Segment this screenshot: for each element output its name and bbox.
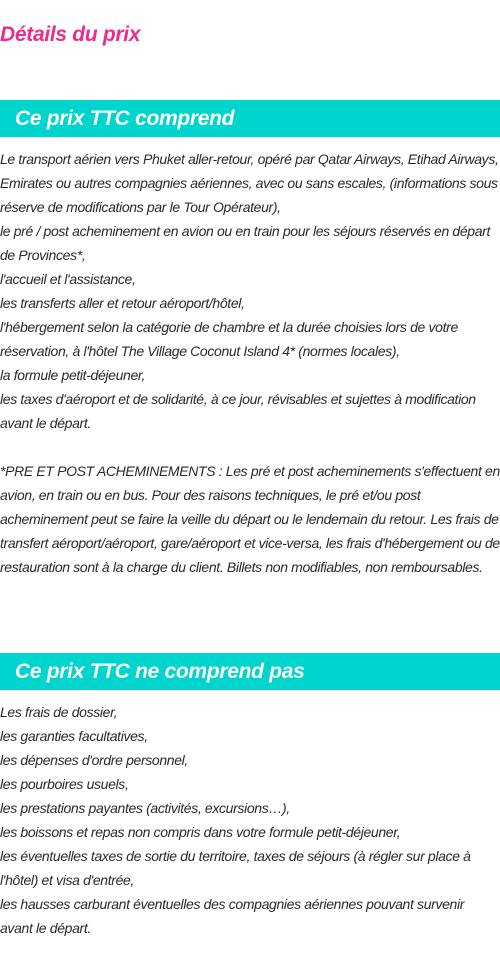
included-item: l'hébergement selon la catégorie de chambre et la durée choisies lors de votre réservation, à l'hôtel The Village Coconut Island 4* (normes locales), [0, 319, 458, 359]
included-heading: Ce prix TTC comprend [15, 107, 235, 130]
included-item: les taxes d'aéroport et de solidarité, à ce jour, révisables et sujettes à modification avant le départ. [0, 391, 476, 431]
excluded-item: les pourboires usuels, [0, 776, 129, 792]
excluded-item: les boissons et repas non compris dans votre formule petit-déjeuner, [0, 824, 401, 840]
included-item: l'accueil et l'assistance, [0, 271, 136, 287]
excluded-item: les éventuelles taxes de sortie du territoire, taxes de séjours (à régler sur place à l'hôtel) et visa d'entrée, [0, 848, 471, 888]
excluded-item: les garanties facultatives, [0, 728, 148, 744]
page-title: Détails du prix [0, 23, 141, 46]
acheminement-note-text: *PRE ET POST ACHEMINEMENTS : Les pré et post acheminements s'effectuent en avion, en train ou en bus. Pour des raisons techniques, le pré et/ou post acheminement peut se faire la veille du départ ou le lendemain du retour. Les frais de transfert aéroport/aéroport, gare/aéroport et vice-versa, les frais d'hébergement ou de restauration sont à la charge du client. Billets non modifiables, non remboursables. [0, 463, 500, 575]
included-section-header [0, 100, 500, 137]
included-item: la formule petit-déjeuner, [0, 367, 145, 383]
included-list [0, 147, 500, 435]
excluded-item: Les frais de dossier, [0, 704, 118, 720]
excluded-section-header [0, 653, 500, 690]
excluded-item: les hausses carburant éventuelles des compagnies aériennes pouvant survenir avant le départ. [0, 896, 465, 936]
included-item: les transferts aller et retour aéroport/hôtel, [0, 295, 245, 311]
acheminement-note [0, 459, 500, 579]
excluded-heading: Ce prix TTC ne comprend pas [15, 660, 305, 683]
excluded-item: les dépenses d'ordre personnel, [0, 752, 188, 768]
excluded-list [0, 700, 500, 940]
included-item: Le transport aérien vers Phuket aller-retour, opéré par Qatar Airways, Etihad Airways, Emirates ou autres compagnies aériennes, avec ou sans escales, (informations sous réserve de modifications par le Tour Opérateur), [0, 151, 499, 215]
included-item: le pré / post acheminement en avion ou en train pour les séjours réservés en départ de Provinces*, [0, 223, 491, 263]
excluded-item: les prestations payantes (activités, excursions…), [0, 800, 290, 816]
